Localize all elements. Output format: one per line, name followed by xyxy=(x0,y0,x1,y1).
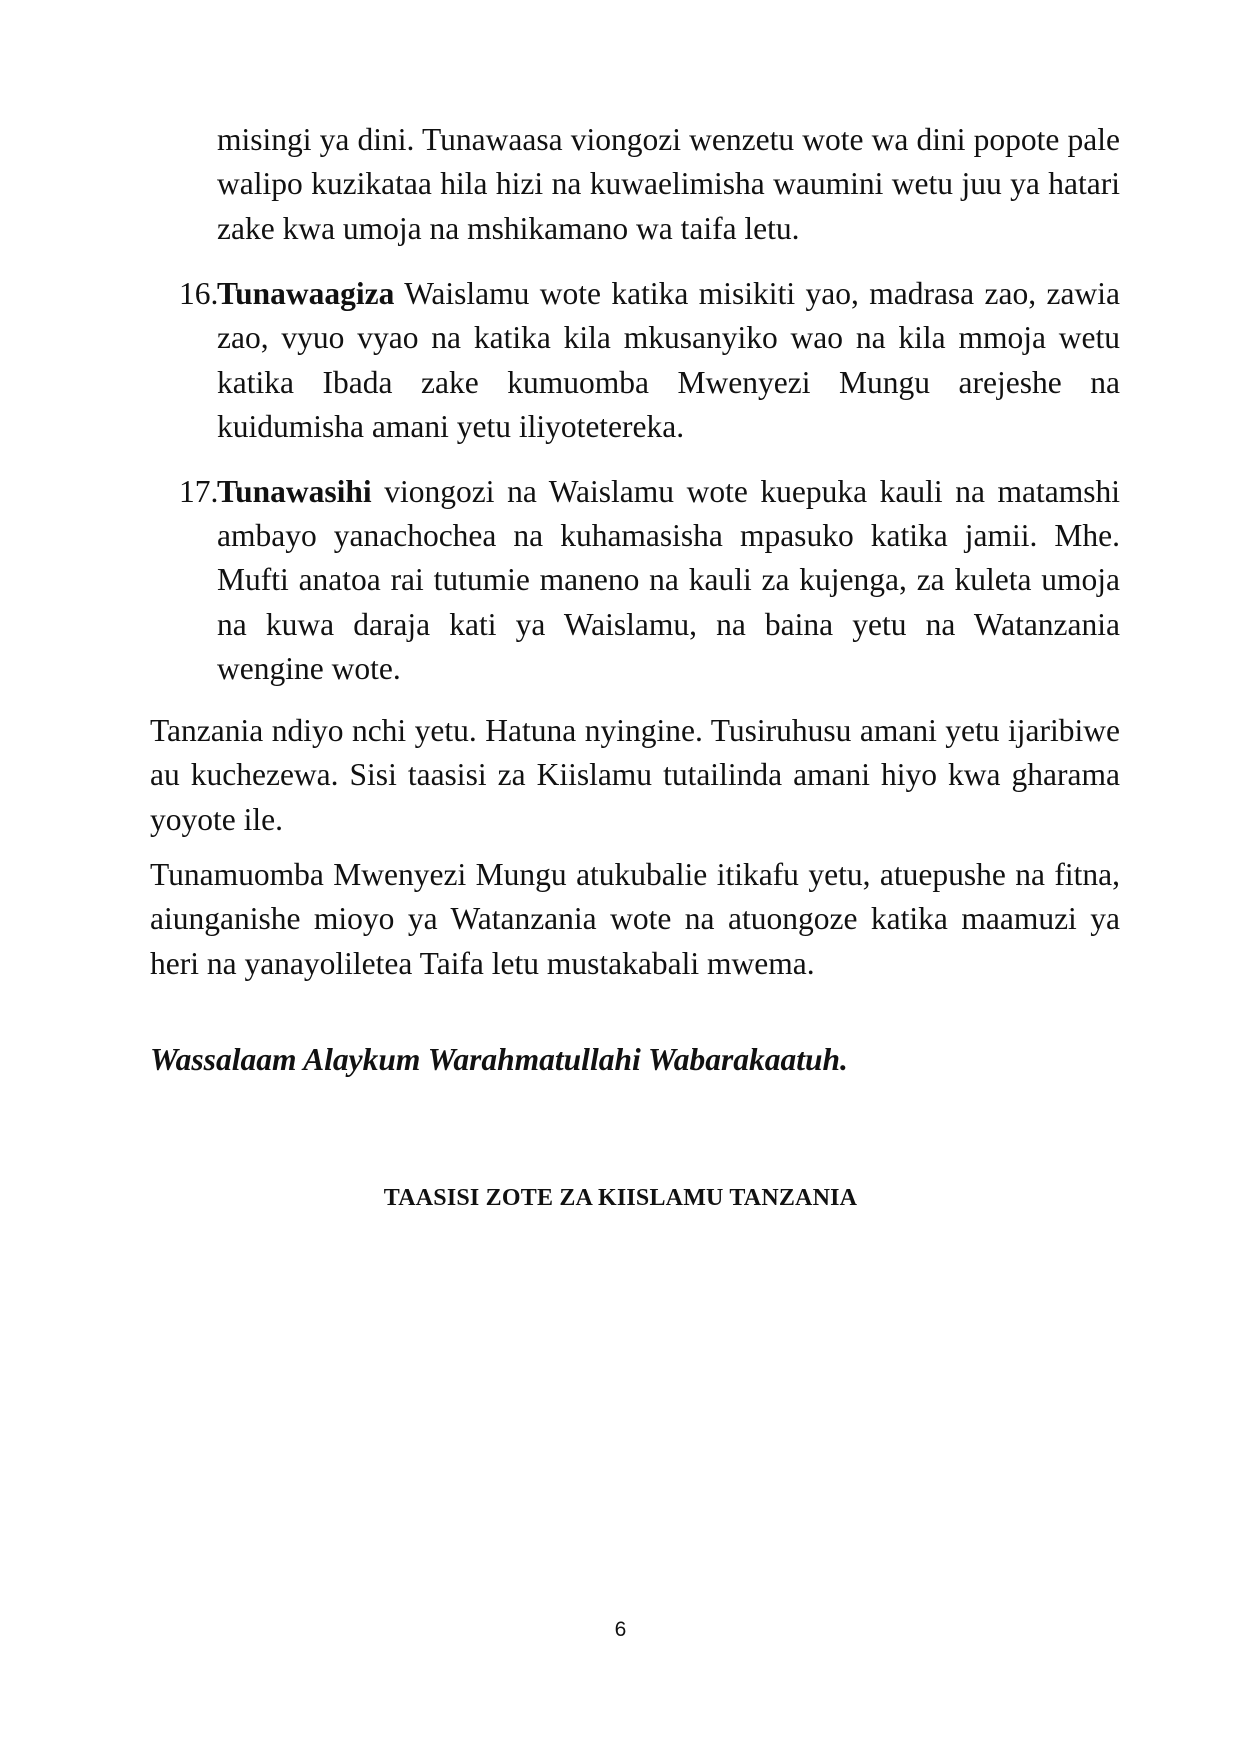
list-item-17 xyxy=(150,470,1120,692)
numbered-list xyxy=(150,272,1120,712)
list-item-text: Waislamu wote katika misikiti yao, madrasa zao, zawia zao, vyuo vyao na katika kila mkusanyiko wao na kila mmoja wetu katika Ibada zake kumuomba Mwenyezi Mungu arejeshe na kuidumisha amani yetu iliyotetereka. xyxy=(217,276,1120,445)
closing-paragraph-tanzania: Tanzania ndiyo nchi yetu. Hatuna nyingine. Tusiruhusu amani yetu ijaribiwe au kuchezewa. Sisi taasisi za Kiislamu tutailinda amani hiyo kwa gharama yoyote ile. xyxy=(150,713,1120,837)
list-item-text: viongozi na Waislamu wote kuepuka kauli na matamshi ambayo yanachochea na kuhamasisha mpasuko katika jamii. Mhe. Mufti anatoa rai tutumie maneno na kauli za kujenga, za kuleta umoja na kuwa daraja kati ya Waislamu, na baina yetu na Watanzania wengine wote. xyxy=(217,473,1120,687)
continuation-paragraph: misingi ya dini. Tunawaasa viongozi wenzetu wote wa dini popote pale walipo kuzikataa hila hizi na kuwaelimisha waumini wetu juu ya hatari zake kwa umoja na mshikamano wa taifa letu. xyxy=(217,122,1120,246)
salutation: Wassalaam Alaykum Warahmatullahi Wabarakaatuh. xyxy=(150,1042,848,1077)
closing-paragraph-prayer: Tunamuomba Mwenyezi Mungu atukubalie itikafu yetu, atuepushe na fitna, aiunganishe mioyo ya Watanzania wote na atuongoze katika maamuzi ya heri na yanayoliletea Taifa letu mustakabali mwema. xyxy=(150,857,1120,981)
list-item-lead: Tunawaagiza xyxy=(217,276,395,311)
list-item-lead: Tunawasihi xyxy=(217,473,372,509)
list-item-16 xyxy=(150,272,1120,450)
list-item-number: 16. xyxy=(179,276,219,311)
list-item-number: 17. xyxy=(179,473,219,509)
page-number: 6 xyxy=(614,1618,627,1641)
signature: TAASISI ZOTE ZA KIISLAMU TANZANIA xyxy=(383,1185,858,1211)
